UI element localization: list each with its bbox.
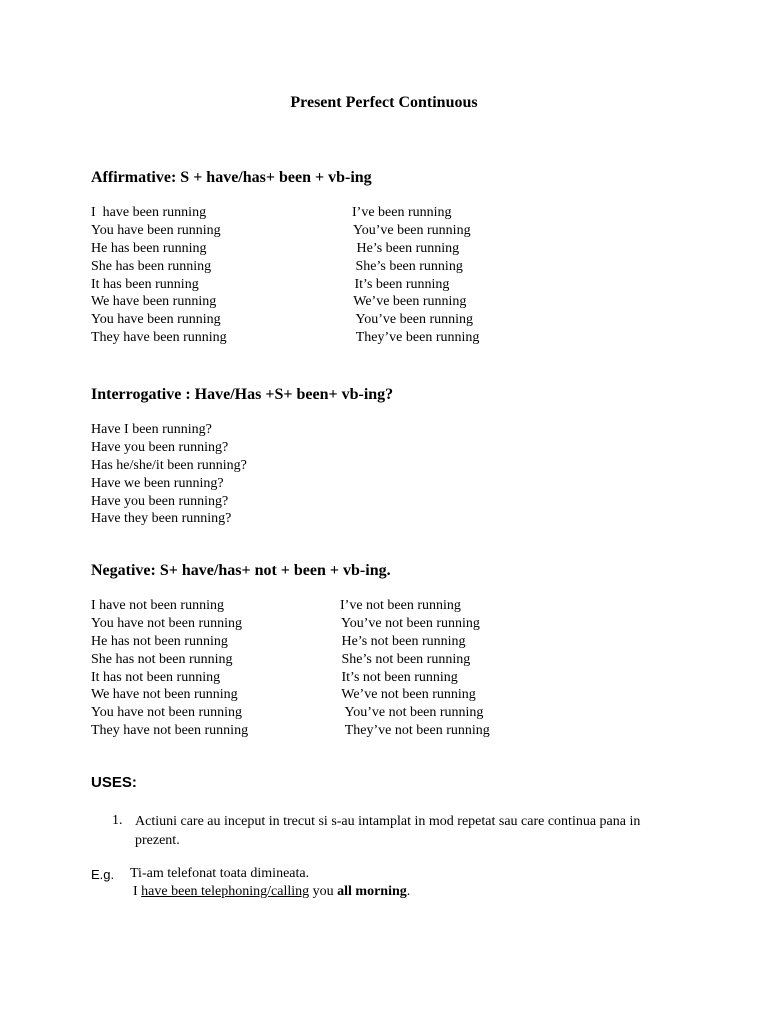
short-form: She’s not been running <box>338 651 471 667</box>
page-title: Present Perfect Continuous <box>290 94 478 111</box>
list-item-text: Actiuni care au inceput in trecut si s-au intamplat in mod repetat sau care continua pana in prezent. <box>135 814 641 848</box>
short-form: It’s been running <box>351 276 450 292</box>
short-form: You’ve been running <box>349 312 474 328</box>
full-form: They have not been running <box>91 723 249 739</box>
short-form: He’s been running <box>353 240 460 256</box>
short-form: They’ve not been running <box>338 723 490 739</box>
short-form: I’ve been running <box>352 205 452 220</box>
full-form: They have been running <box>91 330 227 346</box>
interrogative-heading: Interrogative : Have/Has +S+ been+ vb-ing? <box>91 386 394 403</box>
full-form: You have been running <box>91 312 221 328</box>
example-romanian: Ti-am telefonat toata dimineata. <box>130 866 310 881</box>
full-form: You have not been running <box>91 705 243 721</box>
affirmative-heading: Affirmative: S + have/has+ been + vb-ing <box>91 169 372 186</box>
short-form: You’ve not been running <box>338 705 484 721</box>
short-form: He’s not been running <box>338 633 466 649</box>
full-form: It has been running <box>91 276 199 292</box>
full-form: He has not been running <box>91 633 228 649</box>
full-form: She has not been running <box>91 651 233 667</box>
full-form: He has been running <box>91 240 207 256</box>
full-form: You have not been running <box>91 615 243 631</box>
short-form: I’ve not been running <box>340 598 461 613</box>
example-english: I have been telephoning/calling you all morning. <box>133 884 411 899</box>
full-form: It has not been running <box>91 669 221 685</box>
full-form: She has been running <box>91 258 212 274</box>
bold-time-expression: all morning <box>337 884 407 899</box>
negative-heading: Negative: S+ have/has+ not + been + vb-ing. <box>91 562 391 579</box>
uses-heading: USES: <box>91 774 137 791</box>
short-form: They’ve been running <box>349 330 480 346</box>
short-form: We’ve not been running <box>338 687 476 703</box>
full-form: I have not been running <box>91 598 224 613</box>
short-form: You’ve been running <box>353 222 471 238</box>
full-form: We have been running <box>91 294 217 310</box>
full-form: We have not been running <box>91 687 238 703</box>
example-label: E.g. <box>91 867 115 882</box>
short-form: It’s not been running <box>338 669 458 685</box>
short-form: She’s been running <box>352 258 463 274</box>
underlined-verb: have been telephoning/calling <box>141 884 310 899</box>
short-form: We’ve been running <box>350 294 467 310</box>
short-form: You’ve not been running <box>338 615 480 631</box>
full-form: I have been running <box>91 205 207 220</box>
document-page: Present Perfect Continuous Affirmative: S + have/has+ been + vb-ing I have been running I’ve been running You have been running You’ve been running He has been running He’s been running She has been running She’s been running It has been running It’s been running We have been running We’ve been running You have been running You’ve been running They have been running They’ve been running Interrogative : Have/Has +S+ been+ vb-ing? Have I been running? Have you been running? Has he/she/it been running? Have we been running? Have you been running? Have they been running? Negative: S+ have/has+ not + been + vb-ing. I have not been running I’ve not been running You have not been running You’ve not been running He has not been running He’s not been running She has not been running She’s not been running It has not been running It’s not been running We have not been running We’ve not been running You have not been running You’ve not been running They have not been running They’ve not been running USES: 1. Actiuni care au inceput in trecut si s-au intamplat in mod repetat sau care continua pana in prezent. E.g. Ti-am telefonat toata dimineata. I have been telephoning/calling you all morning. <box>0 0 768 1024</box>
full-form: You have been running <box>91 222 221 238</box>
list-item-number: 1. <box>112 813 123 828</box>
